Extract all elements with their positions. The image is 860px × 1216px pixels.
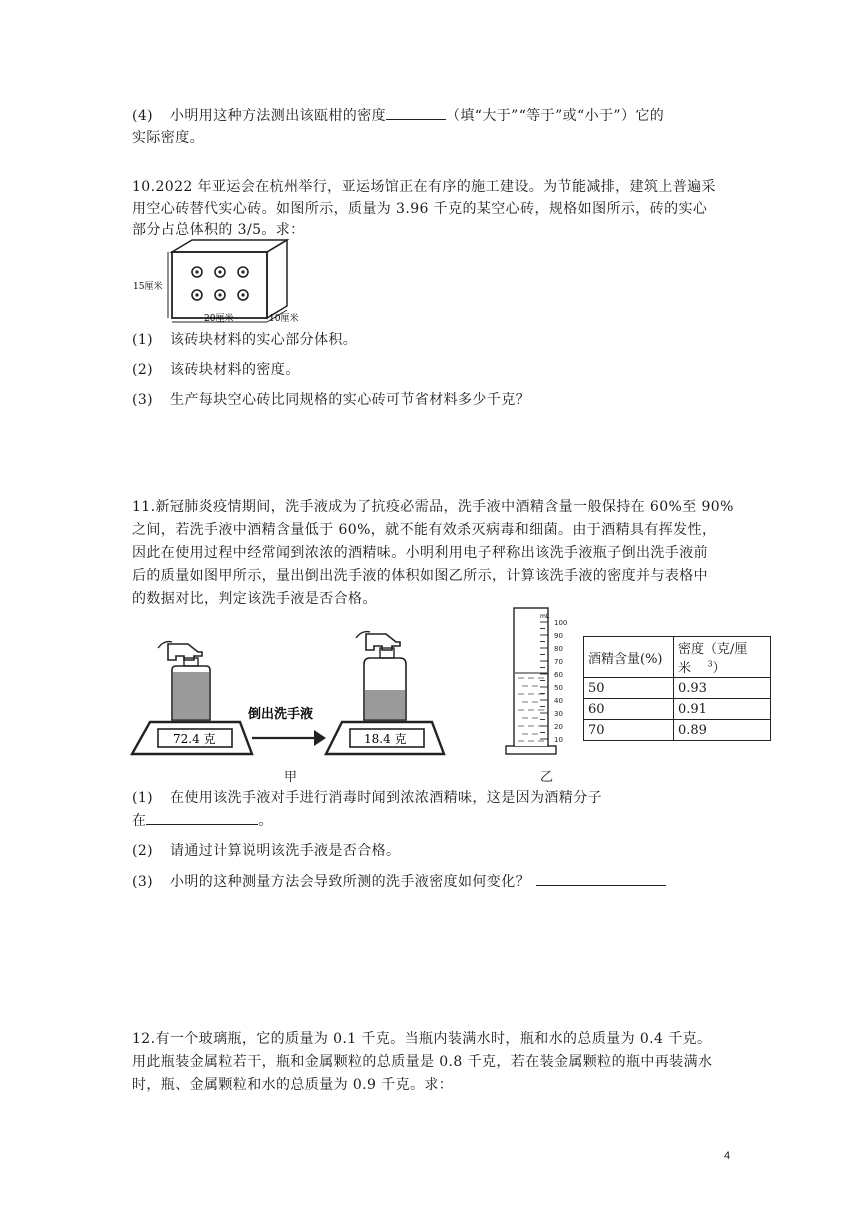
q11-sub1-text: 在使用该洗手液对手进行消毒时闻到浓浓酒精味，这是因为酒精分子 — [170, 790, 602, 806]
header-density-sup: 3 — [707, 659, 713, 669]
q10-sub-text: 生产每块空心砖比同规格的实心砖可节省材料多少千克？ — [170, 392, 530, 408]
q11-line: 因此在使用过程中经常闻到浓浓的酒精味。小明利用电子秤称出该洗手液瓶子倒出洗手液前 — [132, 545, 708, 561]
q11-line: 之间，若洗手液中酒精含量低于 60%，就不能有效杀灭病毒和细菌。由于酒精具有挥发性， — [132, 522, 717, 538]
q11-sub1-end: 。 — [258, 813, 273, 829]
q10-sub1 — [132, 330, 357, 350]
scale2-reading: 18.4 克 — [364, 732, 407, 746]
cylinder-tick-label: 100 — [554, 619, 568, 627]
cylinder-unit: mL — [540, 613, 550, 620]
bottle-after — [356, 632, 406, 720]
brick-height-label: 15厘米 — [133, 282, 163, 292]
table-cell: 0.91 — [674, 699, 771, 720]
answer-blank — [146, 810, 258, 825]
q11-sub-num: (1) — [132, 790, 154, 806]
caption-jia: 甲 — [284, 770, 298, 785]
brick-width-label: 20厘米 — [204, 314, 234, 324]
table-cell: 60 — [584, 699, 674, 720]
table-header-density — [674, 637, 771, 678]
brick-depth-label: 10厘米 — [269, 314, 299, 324]
q11-sub2-text: 请通过计算说明该洗手液是否合格。 — [170, 843, 401, 859]
cylinder-tick-label: 20 — [554, 723, 563, 731]
brick-figure — [132, 238, 302, 324]
q10-sub2 — [132, 360, 300, 380]
q10-sub3 — [132, 390, 530, 410]
cylinder-tick-label: 30 — [554, 710, 563, 718]
q11-sub-num: (2) — [132, 843, 154, 859]
table-cell: 0.93 — [674, 678, 771, 699]
q11-sub1-text-b: 在 — [132, 813, 147, 829]
q9-sub4-line1 — [132, 105, 664, 126]
cylinder-tick-label: 50 — [554, 684, 563, 692]
table-cell: 70 — [584, 720, 674, 741]
q9-sub4-text-a: 小明用这种方法测出该瓯柑的密度 — [170, 108, 386, 124]
table-cell: 50 — [584, 678, 674, 699]
q10-sub-num: (2) — [132, 362, 154, 378]
q9-sub4-num: (4) — [132, 108, 154, 124]
arrow-label: 倒出洗手液 — [248, 707, 314, 722]
q11-sub3 — [132, 871, 666, 892]
q11-sub1-line2 — [132, 810, 273, 831]
q11-sub-num: (3) — [132, 874, 154, 890]
cylinder-tick-label: 90 — [554, 632, 563, 640]
cylinder-tick-label: 80 — [554, 645, 563, 653]
header-density-a: 密度（克/厘 — [678, 642, 748, 657]
bottle-before — [158, 642, 210, 720]
answer-blank — [536, 871, 666, 886]
cylinder-tick-label: 10 — [554, 736, 563, 744]
cylinder-tick-label: 60 — [554, 671, 563, 679]
cylinder-tick-label: 70 — [554, 658, 563, 666]
caption-yi: 乙 — [540, 770, 554, 785]
table-cell: 0.89 — [674, 720, 771, 741]
table-row — [584, 699, 771, 720]
q12-line: 12.有一个玻璃瓶，它的质量为 0.1 千克。当瓶内装满水时，瓶和水的总质量为 0.4 千克。 — [132, 1031, 712, 1047]
q11-sub1-line1 — [132, 788, 602, 808]
header-density-b: 米 — [678, 661, 692, 676]
figure-jia-scales — [128, 630, 458, 760]
q10-line: 部分占总体积的 3/5。求： — [132, 222, 305, 238]
q11-line: 11.新冠肺炎疫情期间，洗手液成为了抗疫必需品，洗手液中酒精含量一般保持在 60%至 90% — [132, 499, 734, 515]
figure-yi-cylinder — [504, 606, 580, 758]
q11-line: 的数据对比，判定该洗手液是否合格。 — [132, 591, 377, 607]
q10-sub-text: 该砖块材料的密度。 — [170, 362, 300, 378]
q11-sub2 — [132, 841, 400, 861]
header-density-c: ） — [712, 661, 726, 676]
q10-sub-text: 该砖块材料的实心部分体积。 — [170, 332, 358, 348]
answer-blank — [386, 105, 446, 120]
q9-sub4-text-b: （填“大于”“等于”或“小于”）它的 — [446, 108, 665, 124]
q12-line: 用此瓶装金属粒若干，瓶和金属颗粒的总质量是 0.8 千克，若在装金属颗粒的瓶中再装满水 — [132, 1054, 713, 1070]
q10-sub-num: (3) — [132, 392, 154, 408]
page-number: 4 — [724, 1150, 731, 1162]
table-row — [584, 720, 771, 741]
q11-sub3-text: 小明的这种测量方法会导致所测的洗手液密度如何变化？ — [170, 874, 530, 890]
q10-line: 10.2022 年亚运会在杭州举行，亚运场馆正在有序的施工建设。为节能减排，建筑上普遍采 — [132, 179, 716, 195]
q10-sub-num: (1) — [132, 332, 154, 348]
table-header-row — [584, 637, 771, 678]
density-table — [583, 636, 771, 741]
table-header-alcohol: 酒精含量(%) — [584, 637, 674, 678]
table-row — [584, 678, 771, 699]
q10-line: 用空心砖替代实心砖。如图所示，质量为 3.96 千克的某空心砖，规格如图所示，砖的实心 — [132, 201, 708, 217]
q9-sub4-line2: 实际密度。 — [132, 130, 204, 146]
cylinder-tick-label: 40 — [554, 697, 563, 705]
scale1-reading: 72.4 克 — [173, 732, 216, 746]
q11-line: 后的质量如图甲所示，量出倒出洗手液的体积如图乙所示，计算该洗手液的密度并与表格中 — [132, 568, 708, 584]
q12-line: 时，瓶、金属颗粒和水的总质量为 0.9 千克。求： — [132, 1077, 454, 1093]
